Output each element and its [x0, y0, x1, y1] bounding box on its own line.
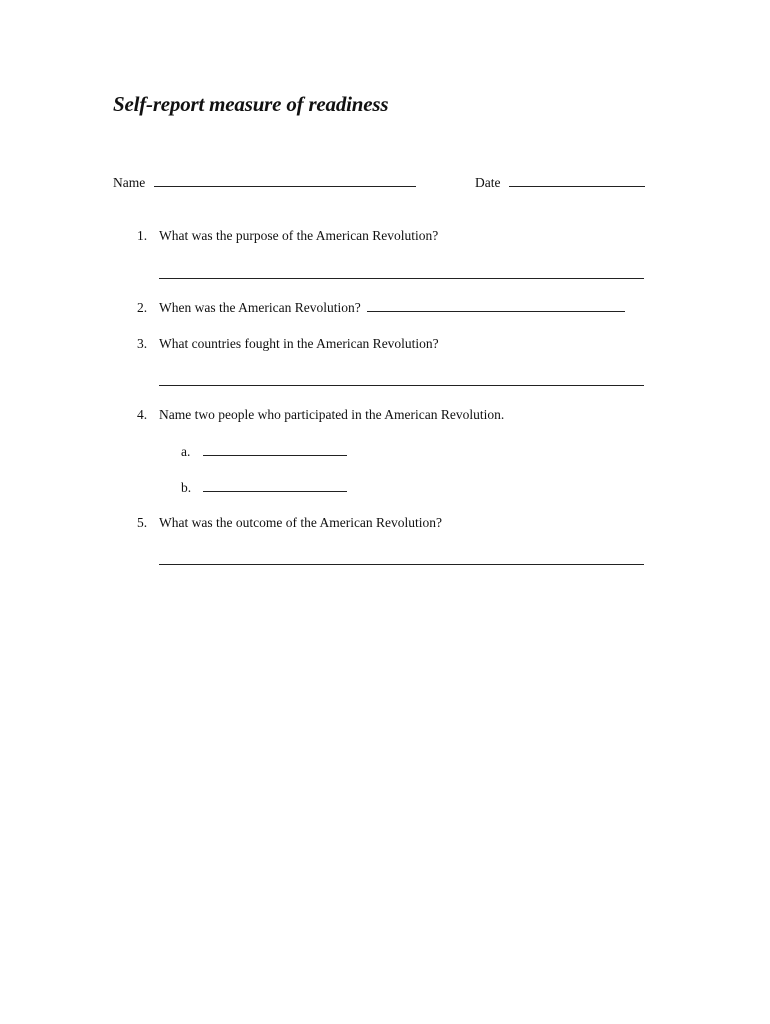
sub-item-letter: b. — [181, 480, 192, 495]
question-5 — [137, 515, 442, 531]
answer-blank-4b[interactable] — [203, 479, 347, 492]
question-3 — [137, 336, 439, 352]
question-number: 2. — [137, 300, 148, 315]
date-row — [475, 174, 645, 191]
question-4 — [137, 407, 504, 423]
answer-blank-2[interactable] — [367, 299, 625, 312]
sub-item-letter: a. — [181, 444, 191, 459]
answer-line-3[interactable] — [159, 385, 644, 386]
question-1 — [137, 228, 438, 244]
question-text: When was the American Revolution? — [159, 300, 361, 315]
question-text: What was the outcome of the American Revolution? — [159, 515, 443, 530]
name-label: Name — [113, 175, 146, 190]
question-number: 1. — [137, 228, 148, 243]
date-blank[interactable] — [509, 174, 645, 187]
page-title: Self-report measure of readiness — [113, 92, 389, 116]
question-number: 4. — [137, 407, 148, 422]
question-number: 3. — [137, 336, 148, 351]
question-text: What countries fought in the American Revolution? — [159, 336, 439, 351]
name-row — [113, 174, 416, 191]
date-label: Date — [475, 175, 501, 190]
sub-item-b — [181, 479, 347, 496]
answer-line-1[interactable] — [159, 278, 644, 279]
answer-line-5[interactable] — [159, 564, 644, 565]
question-number: 5. — [137, 515, 148, 530]
question-2 — [137, 299, 625, 316]
question-text: What was the purpose of the American Revolution? — [159, 228, 439, 243]
answer-blank-4a[interactable] — [203, 443, 347, 456]
question-text: Name two people who participated in the American Revolution. — [159, 407, 505, 422]
name-blank[interactable] — [154, 174, 416, 187]
sub-item-a — [181, 443, 347, 460]
